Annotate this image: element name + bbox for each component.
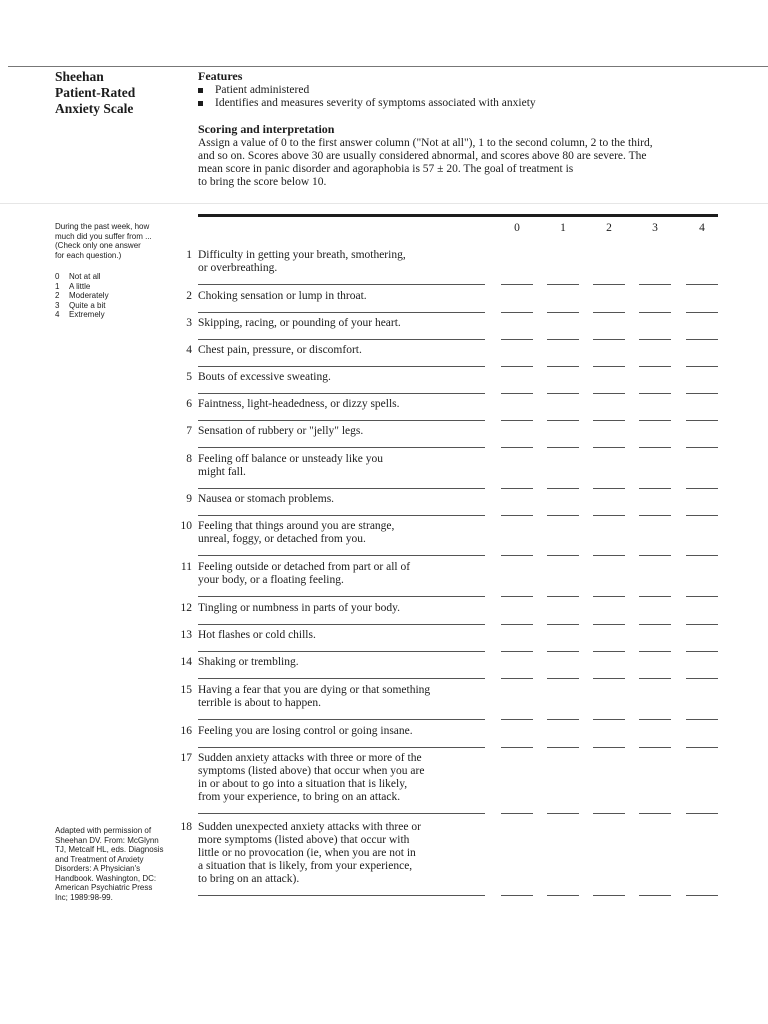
- answer-blank-2[interactable]: [593, 366, 625, 367]
- answer-blank-1[interactable]: [547, 447, 579, 448]
- citation-line: Handbook. Washington, DC:: [55, 873, 157, 883]
- question-number: 14: [180, 656, 192, 668]
- answer-blank-0[interactable]: [501, 624, 533, 625]
- answer-blank-3[interactable]: [639, 895, 671, 896]
- answer-blank-2[interactable]: [593, 719, 625, 720]
- answer-blank-2[interactable]: [593, 895, 625, 896]
- instructions: [55, 222, 180, 260]
- question-line: from your experience, to bring on an attack.: [198, 791, 401, 803]
- answer-blank-0[interactable]: [501, 339, 533, 340]
- features-heading: Features: [198, 69, 243, 83]
- answer-blank-0[interactable]: [501, 719, 533, 720]
- answer-blank-2[interactable]: [593, 312, 625, 313]
- answer-blank-4[interactable]: [686, 488, 718, 489]
- bullet-icon: [198, 88, 203, 93]
- question-line: little or no provocation (ie, when you are not in: [198, 847, 416, 859]
- legend-value: 1: [55, 281, 60, 291]
- answer-blank-0[interactable]: [501, 312, 533, 313]
- question-number: 10: [180, 520, 192, 532]
- question-line: Chest pain, pressure, or discomfort.: [198, 344, 362, 356]
- question-line: Difficulty in getting your breath, smothering,: [198, 249, 406, 261]
- title-line: Anxiety Scale: [55, 101, 134, 116]
- answer-blank-0[interactable]: [501, 813, 533, 814]
- question-text: [198, 425, 478, 438]
- answer-blank-3[interactable]: [639, 596, 671, 597]
- question-underline: [198, 312, 485, 313]
- question-line: Choking sensation or lump in throat.: [198, 290, 367, 302]
- question-underline: [198, 393, 485, 394]
- question-line: unreal, foggy, or detached from you.: [198, 533, 366, 545]
- answer-blank-2[interactable]: [593, 488, 625, 489]
- answer-blank-2[interactable]: [593, 813, 625, 814]
- question-line: Tingling or numbness in parts of your body.: [198, 602, 400, 614]
- answer-blank-4[interactable]: [686, 312, 718, 313]
- legend-label: Not at all: [69, 272, 101, 281]
- column-header: 3: [652, 222, 658, 234]
- answer-blank-3[interactable]: [639, 312, 671, 313]
- answer-blank-0[interactable]: [501, 651, 533, 652]
- question-line: a situation that is likely, from your experience,: [198, 860, 413, 872]
- question-underline: [198, 678, 485, 679]
- citation-line: Disorders: A Physician's: [55, 864, 141, 873]
- feature-text: Identifies and measures severity of symptoms associated with anxiety: [215, 97, 536, 109]
- instruction-line: (Check only one answer: [55, 241, 141, 250]
- instruction-line: During the past week, how: [55, 222, 150, 231]
- question-line: Shaking or trembling.: [198, 656, 299, 668]
- answer-blank-3[interactable]: [639, 651, 671, 652]
- answer-blank-0[interactable]: [501, 678, 533, 679]
- question-text: [198, 656, 478, 669]
- question-underline: [198, 555, 485, 556]
- question-line: Feeling you are losing control or going insane.: [198, 725, 413, 737]
- question-number: 15: [180, 684, 192, 696]
- legend-label: Moderately: [69, 291, 109, 300]
- question-text: [198, 821, 478, 886]
- question-text: [198, 602, 478, 615]
- question-number: 3: [186, 317, 192, 329]
- legend-value: 0: [55, 272, 60, 281]
- question-line: Faintness, light-headedness, or dizzy spells.: [198, 398, 400, 410]
- question-text: [198, 317, 478, 330]
- legend-row: [55, 301, 109, 311]
- answer-blank-4[interactable]: [686, 284, 718, 285]
- answer-blank-3[interactable]: [639, 339, 671, 340]
- question-line: Having a fear that you are dying or that something: [198, 684, 431, 696]
- question-underline: [198, 719, 485, 720]
- answer-blank-2[interactable]: [593, 651, 625, 652]
- legend-value: 4: [55, 310, 60, 319]
- question-underline: [198, 447, 485, 448]
- answer-blank-1[interactable]: [547, 366, 579, 367]
- answer-blank-3[interactable]: [639, 366, 671, 367]
- answer-blank-1[interactable]: [547, 312, 579, 313]
- question-text: [198, 453, 478, 479]
- question-text: [198, 629, 478, 642]
- scoring-section: [198, 123, 723, 189]
- question-text: [198, 344, 478, 357]
- question-underline: [198, 488, 485, 489]
- answer-blank-2[interactable]: [593, 624, 625, 625]
- question-line: symptoms (listed above) that occur when you are: [198, 765, 425, 777]
- answer-blank-2[interactable]: [593, 284, 625, 285]
- question-text: [198, 371, 478, 384]
- question-number: 4: [186, 344, 192, 356]
- top-divider: [8, 66, 768, 67]
- answer-blank-3[interactable]: [639, 719, 671, 720]
- answer-blank-0[interactable]: [501, 366, 533, 367]
- legend-label: A little: [69, 281, 91, 291]
- answer-blank-1[interactable]: [547, 393, 579, 394]
- answer-blank-2[interactable]: [593, 515, 625, 516]
- answer-blank-4[interactable]: [686, 515, 718, 516]
- question-text: [198, 725, 478, 738]
- answer-blank-4[interactable]: [686, 747, 718, 748]
- answer-blank-0[interactable]: [501, 488, 533, 489]
- answer-blank-0[interactable]: [501, 284, 533, 285]
- answer-blank-4[interactable]: [686, 719, 718, 720]
- instruction-line: for each question.): [55, 250, 122, 260]
- fold-line: [0, 203, 768, 204]
- answer-blank-1[interactable]: [547, 747, 579, 748]
- answer-blank-2[interactable]: [593, 678, 625, 679]
- question-line: Hot flashes or cold chills.: [198, 629, 316, 641]
- answer-blank-4[interactable]: [686, 447, 718, 448]
- answer-blank-0[interactable]: [501, 895, 533, 896]
- answer-blank-1[interactable]: [547, 719, 579, 720]
- answer-blank-1[interactable]: [547, 678, 579, 679]
- question-underline: [198, 747, 485, 748]
- question-number: 18: [180, 821, 192, 833]
- title-line: Patient-Rated: [55, 85, 136, 100]
- question-number: 6: [186, 398, 192, 410]
- answer-blank-2[interactable]: [593, 747, 625, 748]
- citation-line: Sheehan DV. From: McGlynn: [55, 835, 159, 845]
- question-underline: [198, 284, 485, 285]
- question-underline: [198, 624, 485, 625]
- answer-blank-3[interactable]: [639, 447, 671, 448]
- legend-label: Quite a bit: [69, 300, 106, 310]
- answer-blank-3[interactable]: [639, 284, 671, 285]
- answer-blank-1[interactable]: [547, 596, 579, 597]
- answer-blank-2[interactable]: [593, 393, 625, 394]
- question-number: 17: [180, 752, 192, 764]
- legend-label: Extremely: [69, 310, 105, 319]
- answer-blank-4[interactable]: [686, 393, 718, 394]
- citation-line: Adapted with permission of: [55, 826, 152, 835]
- answer-blank-2[interactable]: [593, 339, 625, 340]
- legend-row: [55, 310, 109, 320]
- feature-item: [198, 84, 723, 97]
- question-line: might fall.: [198, 466, 246, 478]
- scoring-heading: Scoring and interpretation: [198, 122, 335, 136]
- question-underline: [198, 515, 485, 516]
- question-line: to bring on an attack).: [198, 873, 300, 885]
- answer-blank-3[interactable]: [639, 393, 671, 394]
- answer-blank-0[interactable]: [501, 393, 533, 394]
- question-line: terrible is about to happen.: [198, 697, 321, 709]
- rating-legend: [55, 272, 109, 320]
- question-underline: [198, 366, 485, 367]
- answer-blank-2[interactable]: [593, 447, 625, 448]
- feature-text: Patient administered: [215, 84, 310, 96]
- instruction-line: much did you suffer from ...: [55, 231, 152, 241]
- answer-blank-1[interactable]: [547, 895, 579, 896]
- answer-blank-3[interactable]: [639, 488, 671, 489]
- answer-blank-0[interactable]: [501, 515, 533, 516]
- header-block: [198, 70, 723, 189]
- citation-line: Inc; 1989:98-99.: [55, 892, 113, 902]
- question-number: 9: [186, 493, 192, 505]
- question-text: [198, 684, 478, 710]
- scale-title: [55, 69, 135, 117]
- question-line: Feeling off balance or unsteady like you: [198, 453, 384, 465]
- question-text: [198, 520, 478, 546]
- question-line: Sudden anxiety attacks with three or more of the: [198, 752, 422, 764]
- feature-item: [198, 97, 723, 110]
- answer-blank-0[interactable]: [501, 447, 533, 448]
- answer-blank-3[interactable]: [639, 678, 671, 679]
- legend-row: [55, 272, 109, 282]
- question-line: or overbreathing.: [198, 262, 278, 274]
- question-number: 11: [180, 561, 192, 573]
- answer-blank-1[interactable]: [547, 339, 579, 340]
- question-underline: [198, 420, 485, 421]
- answer-blank-4[interactable]: [686, 339, 718, 340]
- legend-value: 3: [55, 300, 60, 310]
- citation-line: TJ, Metcalf HL, eds. Diagnosis: [55, 845, 164, 854]
- question-underline: [198, 895, 485, 896]
- answer-blank-4[interactable]: [686, 678, 718, 679]
- bullet-icon: [198, 101, 203, 106]
- answer-blank-1[interactable]: [547, 284, 579, 285]
- question-number: 5: [186, 371, 192, 383]
- answer-blank-0[interactable]: [501, 555, 533, 556]
- scoring-line: to bring the score below 10.: [198, 176, 327, 188]
- question-number: 16: [180, 725, 192, 737]
- question-line: Feeling outside or detached from part or all of: [198, 561, 411, 573]
- answer-blank-3[interactable]: [639, 813, 671, 814]
- question-underline: [198, 813, 485, 814]
- answer-blank-4[interactable]: [686, 813, 718, 814]
- answer-blank-1[interactable]: [547, 420, 579, 421]
- question-number: 12: [180, 602, 192, 614]
- answer-blank-4[interactable]: [686, 555, 718, 556]
- question-number: 13: [180, 629, 192, 641]
- question-line: Feeling that things around you are strange,: [198, 520, 395, 532]
- question-underline: [198, 596, 485, 597]
- answer-blank-1[interactable]: [547, 555, 579, 556]
- scoring-line: mean score in panic disorder and agoraphobia is 57 ± 20. The goal of treatment is: [198, 163, 574, 175]
- legend-value: 2: [55, 291, 60, 300]
- question-line: Nausea or stomach problems.: [198, 493, 335, 505]
- citation: [55, 826, 173, 902]
- question-text: [198, 398, 478, 411]
- question-line: in or about to go into a situation that is likely,: [198, 778, 408, 790]
- question-number: 7: [186, 425, 192, 437]
- column-header: 4: [699, 222, 705, 234]
- citation-line: and Treatment of Anxiety: [55, 854, 144, 864]
- answer-blank-3[interactable]: [639, 624, 671, 625]
- question-number: 8: [186, 453, 192, 465]
- answer-blank-4[interactable]: [686, 624, 718, 625]
- scoring-line: and so on. Scores above 30 are usually considered abnormal, and scores above 80 are severe. The: [198, 150, 647, 162]
- answer-blank-1[interactable]: [547, 651, 579, 652]
- citation-line: American Psychiatric Press: [55, 883, 153, 892]
- answer-blank-4[interactable]: [686, 366, 718, 367]
- question-underline: [198, 651, 485, 652]
- table-top-rule: [198, 214, 718, 217]
- question-text: [198, 752, 478, 804]
- question-underline: [198, 339, 485, 340]
- answer-blank-0[interactable]: [501, 420, 533, 421]
- legend-row: [55, 291, 109, 301]
- question-line: Skipping, racing, or pounding of your heart.: [198, 317, 401, 329]
- legend-row: [55, 282, 109, 292]
- question-number: 1: [186, 249, 192, 261]
- answer-blank-1[interactable]: [547, 515, 579, 516]
- question-line: Sudden unexpected anxiety attacks with three or: [198, 821, 421, 833]
- question-line: your body, or a floating feeling.: [198, 574, 344, 586]
- answer-blank-4[interactable]: [686, 596, 718, 597]
- answer-blank-1[interactable]: [547, 488, 579, 489]
- question-line: Bouts of excessive sweating.: [198, 371, 331, 383]
- question-line: more symptoms (listed above) that occur with: [198, 834, 410, 846]
- question-text: [198, 249, 478, 275]
- question-text: [198, 493, 478, 506]
- column-header: 0: [514, 222, 520, 234]
- answer-blank-4[interactable]: [686, 651, 718, 652]
- question-text: [198, 561, 478, 587]
- question-text: [198, 290, 478, 303]
- answer-blank-3[interactable]: [639, 555, 671, 556]
- answer-blank-3[interactable]: [639, 747, 671, 748]
- title-line: Sheehan: [55, 69, 104, 84]
- column-header: 2: [606, 222, 612, 234]
- answer-blank-3[interactable]: [639, 420, 671, 421]
- question-line: Sensation of rubbery or "jelly" legs.: [198, 425, 364, 437]
- answer-blank-3[interactable]: [639, 515, 671, 516]
- question-number: 2: [186, 290, 192, 302]
- answer-blank-2[interactable]: [593, 555, 625, 556]
- answer-blank-4[interactable]: [686, 420, 718, 421]
- answer-blank-1[interactable]: [547, 624, 579, 625]
- answer-blank-0[interactable]: [501, 747, 533, 748]
- answer-blank-0[interactable]: [501, 596, 533, 597]
- scoring-line: Assign a value of 0 to the first answer column ("Not at all"), 1 to the second column, 2 to the third,: [198, 137, 653, 149]
- answer-blank-1[interactable]: [547, 813, 579, 814]
- answer-blank-2[interactable]: [593, 420, 625, 421]
- answer-blank-4[interactable]: [686, 895, 718, 896]
- answer-blank-2[interactable]: [593, 596, 625, 597]
- column-header: 1: [560, 222, 566, 234]
